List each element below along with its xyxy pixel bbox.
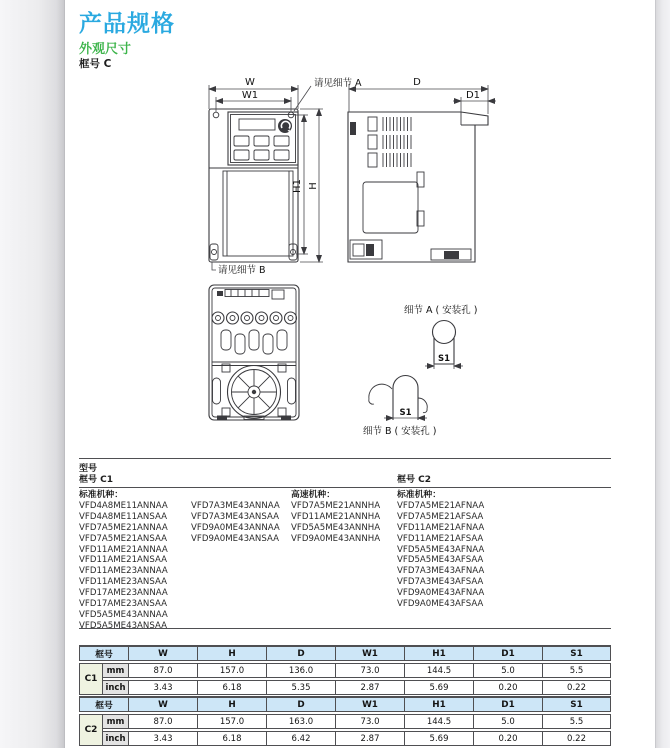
document-page — [65, 0, 655, 748]
bottom-view — [209, 285, 299, 420]
model-number: VFD7A5ME21AFNAA — [397, 501, 485, 511]
value-cell: 5.0 — [474, 714, 543, 729]
side-terminal-block — [350, 240, 382, 259]
model-number: VFD7A3ME43ANNAA — [191, 501, 280, 511]
dim-w1-label: W1 — [241, 90, 259, 101]
unit-cell: mm — [103, 714, 129, 729]
detail-a-label: 细节 A ( 安装孔 ) — [404, 305, 478, 316]
model-number: VFD7A5ME21AFSAA — [397, 511, 484, 522]
terminal-screws — [212, 312, 297, 324]
header-row — [79, 645, 611, 661]
model-column-c1-standard — [79, 489, 191, 632]
frame-c1-label: 框号 C1 — [79, 475, 114, 485]
side-view — [348, 112, 488, 262]
value-cell: 0.20 — [474, 680, 543, 695]
detail-a — [404, 304, 478, 369]
callout-detail-b: 请见细节 B — [218, 265, 266, 276]
dim-h1-label: H1 — [292, 179, 303, 193]
value-cell: 3.43 — [129, 680, 198, 695]
detail-a-s1-label: S1 — [437, 354, 451, 364]
side-rear-foot — [431, 249, 471, 260]
value-cell: 6.18 — [198, 680, 267, 695]
dim-w-label: W — [245, 77, 255, 88]
value-cell: 5.5 — [543, 663, 611, 678]
model-number: VFD5A5ME43ANNHA — [291, 522, 381, 533]
col-header-w1: W1 — [336, 645, 405, 661]
page-right-edge — [655, 0, 670, 748]
value-cell: 144.5 — [405, 663, 474, 678]
frame-c2-label: 框号 C2 — [397, 475, 432, 485]
column-header: 高速机种： — [291, 490, 335, 500]
col-header-d1: D1 — [474, 696, 543, 712]
value-cell: 5.69 — [405, 731, 474, 746]
value-cell: 3.43 — [129, 731, 198, 746]
value-cell: 144.5 — [405, 714, 474, 729]
mm-row — [79, 714, 611, 729]
value-cell: 2.87 — [336, 680, 405, 695]
model-number: VFD11AME21ANSAA — [79, 555, 167, 566]
col-header-h: H — [198, 696, 267, 712]
model-number: VFD7A3ME43AFSAA — [397, 577, 484, 588]
frame-cell: C2 — [79, 714, 103, 746]
detail-b — [363, 375, 437, 437]
model-number: VFD11AME21ANNAA — [79, 544, 168, 555]
keypad-lcd — [239, 119, 275, 130]
model-number: VFD5A5ME43AFNAA — [397, 544, 485, 555]
mount-hole-top-right — [288, 112, 294, 118]
model-number: VFD7A3ME43ANSAA — [191, 511, 279, 522]
front-view — [209, 109, 298, 262]
mount-hole-top-left — [213, 112, 219, 118]
page-left-edge — [0, 0, 65, 748]
mm-row — [79, 663, 611, 678]
value-cell: 163.0 — [267, 714, 336, 729]
unit-cell: inch — [103, 731, 129, 746]
model-table-bottom-rule — [79, 628, 611, 629]
model-number: VFD11AME23ANNAA — [79, 566, 168, 577]
keypad-dial — [278, 119, 292, 133]
model-number: VFD9A0ME43AFSAA — [397, 599, 484, 610]
detail-b-label: 细节 B ( 安装孔 ) — [363, 426, 437, 437]
model-number: VFD9A0ME43ANNAA — [191, 522, 280, 533]
callout-detail-a: 请见细节 A — [314, 78, 362, 89]
wire-clamps — [221, 330, 287, 354]
value-cell: 136.0 — [267, 663, 336, 678]
model-number: VFD17AME23ANSAA — [79, 599, 167, 610]
col-header-h: H — [198, 645, 267, 661]
value-cell: 157.0 — [198, 714, 267, 729]
model-table — [79, 458, 611, 630]
column-header — [191, 489, 291, 501]
value-cell: 5.5 — [543, 714, 611, 729]
model-column-c1-highspeed — [291, 489, 397, 632]
value-cell: 5.0 — [474, 663, 543, 678]
value-cell: 0.20 — [474, 731, 543, 746]
model-number: VFD7A3ME43AFNAA — [397, 566, 485, 577]
model-column-c1-standard-2 — [191, 489, 291, 632]
front-view-dimensions — [209, 77, 362, 276]
dim-d-label: D — [413, 77, 421, 88]
model-number: VFD7A5ME21ANNHA — [291, 501, 381, 511]
model-number: VFD9A0ME43ANSAA — [191, 533, 279, 544]
dimension-drawing — [65, 68, 655, 452]
dim-d1-label: D1 — [465, 90, 481, 101]
vent-slots — [368, 117, 411, 167]
inch-row — [79, 680, 611, 695]
model-number: VFD9A0ME43AFNAA — [397, 588, 485, 599]
model-number: VFD5A5ME43AFSAA — [397, 555, 484, 566]
model-number: VFD4A8ME11ANNAA — [79, 501, 168, 511]
model-number: VFD17AME23ANNAA — [79, 588, 168, 599]
value-cell: 6.18 — [198, 731, 267, 746]
model-number: VFD7A5ME21ANSAA — [79, 533, 167, 544]
frame-cell: C1 — [79, 663, 103, 695]
col-header-s1: S1 — [543, 696, 611, 712]
value-cell: 87.0 — [129, 663, 198, 678]
frame-c-label: 框号 C — [79, 58, 112, 70]
value-cell: 73.0 — [336, 663, 405, 678]
section-subtitle: 外观尺寸 — [79, 42, 132, 57]
inch-row — [79, 731, 611, 746]
value-cell: 0.22 — [543, 731, 611, 746]
col-header-d1: D1 — [474, 645, 543, 661]
value-cell: 5.35 — [267, 680, 336, 695]
model-number: VFD4A8ME11ANSAA — [79, 511, 167, 522]
model-number: VFD11AME21AFNAA — [397, 522, 485, 533]
model-table-mid-rule — [79, 487, 611, 488]
model-column-c2-standard — [397, 489, 611, 632]
unit-cell: mm — [103, 663, 129, 678]
mount-hook-bottom-left — [210, 244, 218, 260]
model-number: VFD9A0ME43ANNHA — [291, 533, 381, 544]
model-number: VFD5A5ME43ANNAA — [79, 609, 168, 620]
model-table-top-rule — [79, 458, 611, 459]
keypad-buttons — [234, 136, 289, 160]
value-cell: 6.42 — [267, 731, 336, 746]
col-header-h1: H1 — [405, 696, 474, 712]
side-view-dimensions — [349, 77, 496, 114]
model-number: VFD11AME21AFSAA — [397, 533, 484, 544]
dimension-table-c1 — [79, 643, 611, 697]
model-columns — [79, 489, 611, 632]
cooling-fan — [222, 364, 286, 419]
value-cell: 87.0 — [129, 714, 198, 729]
value-cell: 157.0 — [198, 663, 267, 678]
column-header: 标准机种： — [79, 490, 123, 500]
value-cell: 0.22 — [543, 680, 611, 695]
detail-b-s1-label: S1 — [399, 408, 412, 418]
model-number: VFD11AME23ANSAA — [79, 577, 167, 588]
page-title: 产品规格 — [79, 11, 175, 37]
model-number: VFD7A5ME21ANNAA — [79, 522, 168, 533]
model-number: VFD11AME21ANNHA — [291, 511, 381, 522]
header-row — [79, 696, 611, 712]
unit-cell: inch — [103, 680, 129, 695]
col-header-w: W — [129, 645, 198, 661]
col-header-d: D — [267, 645, 336, 661]
model-table-title: 型号 — [79, 464, 98, 474]
col-header-d: D — [267, 696, 336, 712]
col-header-w: W — [129, 696, 198, 712]
dimension-table-c2 — [79, 694, 611, 748]
col-header-w1: W1 — [336, 696, 405, 712]
model-number: VFD5A5ME43ANSAA — [79, 620, 167, 631]
col-header-frame: 框号 — [79, 645, 129, 661]
column-header: 标准机种： — [397, 490, 441, 500]
value-cell: 73.0 — [336, 714, 405, 729]
value-cell: 5.69 — [405, 680, 474, 695]
col-header-frame: 框号 — [79, 696, 129, 712]
col-header-h1: H1 — [405, 645, 474, 661]
dim-h-label: H — [308, 182, 319, 190]
col-header-s1: S1 — [543, 645, 611, 661]
value-cell: 2.87 — [336, 731, 405, 746]
